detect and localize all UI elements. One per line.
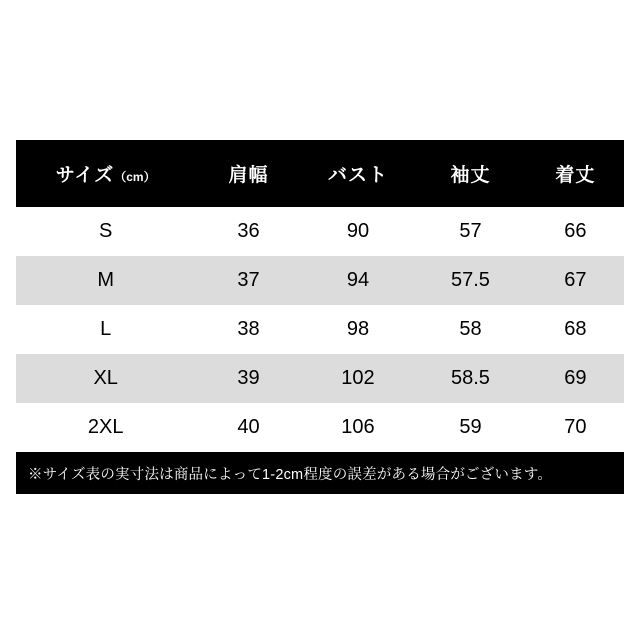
column-header-size-label: サイズ — [55, 165, 115, 186]
cell-sleeve: 58 — [459, 318, 482, 340]
cell-sleeve: 58.5 — [450, 367, 490, 389]
table-row — [16, 207, 624, 256]
cell-sleeve: 57 — [459, 220, 482, 242]
table-header-row — [16, 140, 624, 207]
cell-length: 69 — [564, 367, 587, 389]
column-header-size — [16, 140, 195, 207]
cell-shoulder: 39 — [237, 367, 260, 389]
column-header-shoulder: 肩幅 — [228, 165, 269, 186]
column-header-bust: バスト — [327, 165, 388, 186]
cell-shoulder: 36 — [237, 220, 260, 242]
cell-length: 67 — [564, 269, 587, 291]
cell-size: L — [100, 318, 112, 340]
size-table-container — [16, 140, 624, 494]
cell-shoulder: 38 — [237, 318, 260, 340]
column-header-size-unit: （cm） — [114, 170, 156, 184]
cell-sleeve: 57.5 — [450, 269, 490, 291]
cell-bust: 94 — [346, 269, 370, 291]
table-row — [16, 256, 624, 305]
cell-bust: 106 — [341, 416, 375, 438]
cell-length: 70 — [564, 416, 587, 438]
cell-length: 68 — [564, 318, 587, 340]
cell-shoulder: 37 — [237, 269, 260, 291]
cell-bust: 90 — [346, 220, 370, 242]
size-table — [16, 140, 624, 452]
column-header-length: 着丈 — [555, 165, 596, 186]
cell-bust: 102 — [341, 367, 375, 389]
cell-shoulder: 40 — [237, 416, 260, 438]
size-table-body — [16, 207, 624, 452]
cell-size: M — [97, 269, 115, 291]
cell-length: 66 — [564, 220, 587, 242]
size-note-text: ※サイズ表の実寸法は商品によって1-2cm程度の誤差がある場合がございます。 — [28, 466, 553, 483]
size-table-head — [16, 140, 624, 207]
cell-bust: 98 — [346, 318, 370, 340]
cell-size: S — [99, 220, 113, 242]
table-row — [16, 403, 624, 452]
table-row — [16, 305, 624, 354]
cell-size: 2XL — [87, 416, 124, 438]
table-row — [16, 354, 624, 403]
size-note-bar — [16, 452, 624, 494]
cell-sleeve: 59 — [459, 416, 482, 438]
cell-size: XL — [93, 367, 118, 389]
column-header-sleeve: 袖丈 — [450, 165, 491, 186]
